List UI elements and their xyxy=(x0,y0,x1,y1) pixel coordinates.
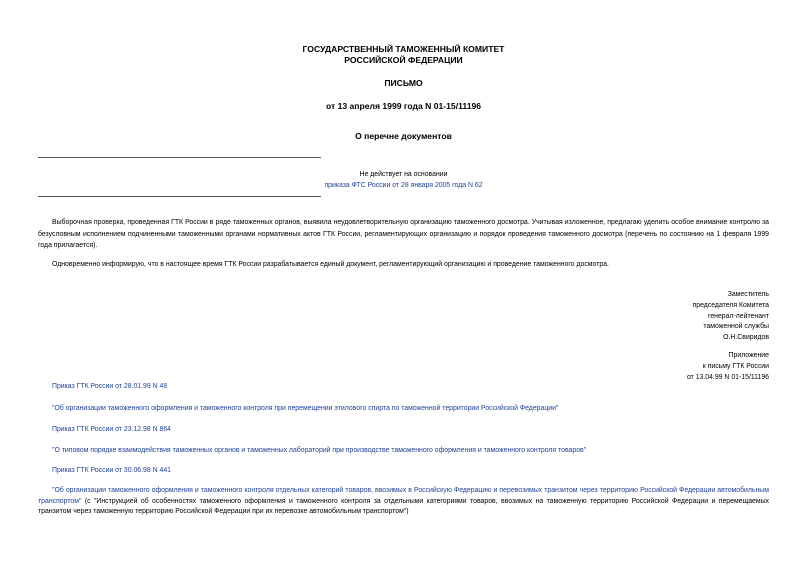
signature-line2: председателя Комитета xyxy=(692,301,769,309)
body-paragraph-1: Выборочная проверка, проведенная ГТК России в ряде таможенных органов, выявила неудовлетворительную организацию таможенного досмотра. Учитывая изложенное, предлагаю уделить особое внимание контролю за безусловным исполнением подчиненными таможенными органами нормативных актов ГТК России, регламентирующих организацию и порядок проведения таможенного досмотра (перечень по состоянию на 1 февраля 1999 года прилагается). xyxy=(38,219,769,249)
body-paragraph-2: Одновременно информирую, что в настоящее время ГТК России разрабатывается единый документ, регламентирующий организацию и проведение таможенного досмотра. xyxy=(52,261,609,268)
status-divider-bottom xyxy=(38,196,321,197)
signature-line3: генерал-лейтенант xyxy=(707,312,769,320)
document-title-link[interactable]: "Об организации таможенного оформления и таможенного контроля при перемещении этилового спирта по таможенной территории Российской Федерации" xyxy=(52,405,559,412)
document-3-description xyxy=(38,486,769,518)
appendix-line2: к письму ГТК России xyxy=(702,362,769,370)
doc-type: ПИСЬМО xyxy=(384,78,423,88)
status-link[interactable]: приказа ФТС России от 28 января 2005 года N 62 xyxy=(324,182,483,189)
appendix-line1: Приложение xyxy=(728,352,769,359)
document-order-link[interactable]: Приказ ГТК России от 23.12.98 N 864 xyxy=(52,426,172,433)
appendix-line3: от 13.04.99 N 01-15/11196 xyxy=(686,373,769,381)
signature-name: О.Н.Свиридов xyxy=(723,334,769,342)
appendix-block xyxy=(687,351,769,383)
document-title-link[interactable]: "О типовом порядке взаимодействия таможенных органов и таможенных лабораторий при производстве таможенного оформления и таможенного контроля товаров" xyxy=(52,447,587,454)
document-header xyxy=(0,44,807,66)
document-order-link[interactable]: Приказ ГТК России от 28.01.99 N 48 xyxy=(52,383,168,390)
signature-line1: Заместитель xyxy=(727,291,769,298)
org-name-line1: ГОСУДАРСТВЕННЫЙ ТАМОЖЕННЫЙ КОМИТЕТ xyxy=(302,44,505,54)
signature-line4: таможенной службы xyxy=(703,323,769,331)
doc-subject: О перечне документов xyxy=(355,131,452,141)
signature-block xyxy=(693,290,769,344)
doc-date-number: от 13 апреля 1999 года N 01-15/11196 xyxy=(325,101,482,111)
org-name-line2: РОССИЙСКОЙ ФЕДЕРАЦИИ xyxy=(344,55,463,65)
status-divider-top xyxy=(38,157,321,158)
status-text: Не действует на основании xyxy=(359,171,448,178)
document-note: (с "Инструкцией об особенностях таможенного оформления и таможенного контроля за отдельными категориями товаров, ввозимых на таможенную территорию Российской Федерации и перемещаемых транзитом через таможенную территорию Российской Федерации при их перевозке автомобильным транспортом") xyxy=(38,497,769,515)
document-order-link[interactable]: Приказ ГТК России от 30.06.98 N 441 xyxy=(52,467,172,474)
document-title-link[interactable]: "Об организации таможенного оформления и таможенного контроля отдельных категорий товаров, ввозимых в Российскую Федерацию и перевозимых транзитом через территорию Российской Федерации автомобильным транспортом" xyxy=(38,487,769,505)
